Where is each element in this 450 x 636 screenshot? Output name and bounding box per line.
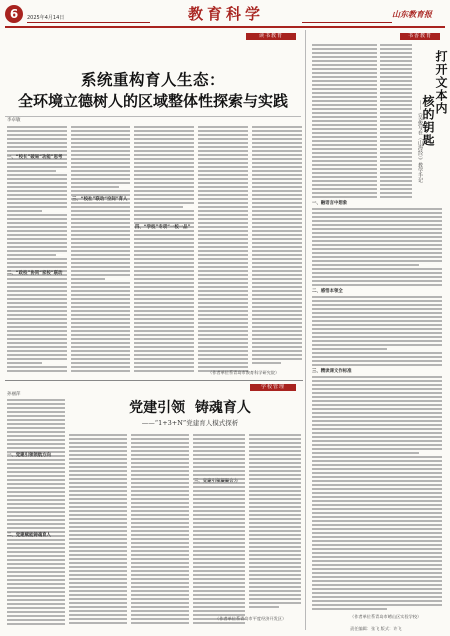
bottom-article-col5 <box>249 434 301 614</box>
right-article-col5 <box>312 376 442 612</box>
bottom-author: 孙丽萍 <box>7 392 21 397</box>
bottom-article-col2 <box>69 434 127 629</box>
bottom-article-divider <box>5 380 303 381</box>
top-article-col1 <box>7 126 67 372</box>
column-tag-reading: 读书教育 <box>246 33 296 40</box>
paper-logo: 山东教育报 <box>392 9 432 19</box>
bottom-subtitle: ——“1+3+N”党建育人模式探析 <box>141 419 239 427</box>
right-article-col3 <box>312 208 442 288</box>
editor-credit: 责任编辑：张飞 版式：许飞 <box>350 626 402 631</box>
top-article-col4 <box>198 126 248 372</box>
top-article-footnote: （作者单位系青岛市教育科学研究院） <box>208 370 280 375</box>
right-title-line2: 核的钥匙 <box>421 95 435 147</box>
page-number: 6 <box>9 7 19 21</box>
top-subhead-4: 四、“学校”专项“一校一品” <box>135 225 191 230</box>
author-name: 李卓敏 <box>7 118 21 123</box>
column-divider <box>305 30 306 630</box>
top-article-col5 <box>252 126 302 366</box>
bottom-subhead-1: 一、党建引领领航方向 <box>7 453 51 458</box>
section-title: 教育科学 <box>187 5 264 23</box>
headline-line1: 系统重构育人生态： <box>80 71 225 89</box>
bottom-article-col3 <box>131 434 189 629</box>
right-article-col4 <box>312 296 442 368</box>
right-article-footnote: （作者单位系青岛市崂山区实验学校） <box>350 614 422 619</box>
right-subhead-2: 二、感悟本领全 <box>312 289 343 294</box>
right-article-col1 <box>312 44 377 198</box>
bottom-article-footnote: （作者单位系青岛市平度经济开发区） <box>215 616 287 621</box>
masthead-rule-right <box>302 22 392 23</box>
right-subhead-1: 一、融语言中想象 <box>312 201 348 206</box>
bottom-subhead-2: 二、党建赋能铸魂育人 <box>7 533 51 538</box>
bottom-article-col1 <box>7 399 65 629</box>
top-article-col3 <box>134 126 194 372</box>
top-subhead-2: 二、“政校”协同“家校”联动 <box>7 271 63 276</box>
headline-line2: 全环境立德树人的区域整体性探索与实践 <box>17 92 288 110</box>
masthead-bottom-rule <box>5 26 445 28</box>
bottom-headline: 党建引领 铸魂育人 <box>129 400 251 416</box>
right-subtitle: ——《吴俊写在〈山海经〉》教学手记 <box>417 100 423 183</box>
top-subhead-1: 一、“校长”破局“功能”思考 <box>7 155 63 160</box>
right-subhead-3: 三、精读课文作标准 <box>312 369 352 374</box>
top-subhead-3: 三、“校社”联动“空间”育人 <box>72 197 128 202</box>
bottom-article-col4 <box>193 434 245 629</box>
right-article-col2 <box>380 44 412 198</box>
headline-divider <box>5 116 301 117</box>
right-title-line1: 打开文本内 <box>434 50 448 115</box>
top-article-col2 <box>71 126 130 372</box>
issue-date: 2025年4月14日 <box>27 15 65 21</box>
column-tag-management: 学校管理 <box>250 384 296 391</box>
masthead-rule-left <box>27 22 150 23</box>
column-tag-books: 书香教育 <box>400 33 440 40</box>
